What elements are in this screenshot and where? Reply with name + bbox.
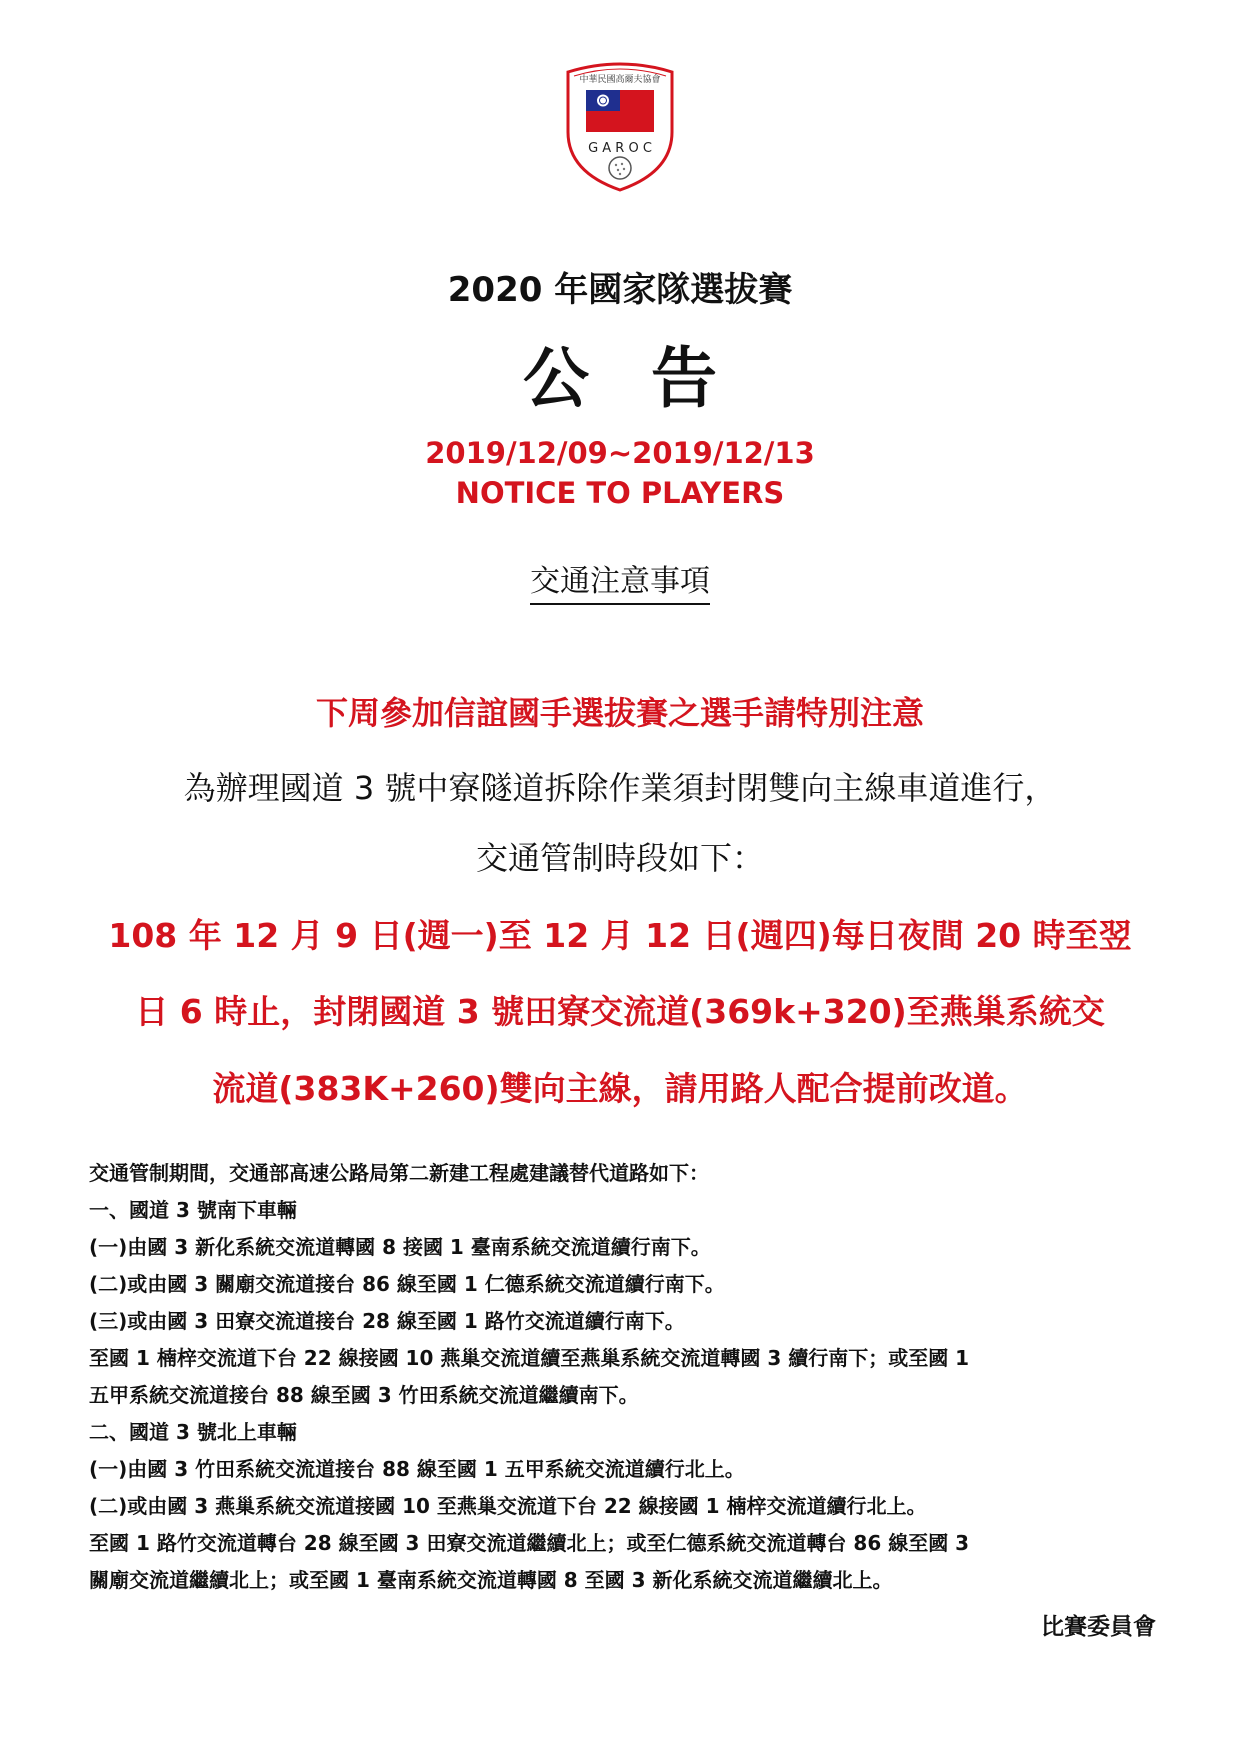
alt-line: 二、國道 3 號北上車輛 — [89, 1420, 297, 1444]
warning-line: 下周參加信誼國手選拔賽之選手請特別注意 — [315, 694, 924, 732]
alt-line: 關廟交流道繼續北上；或至國 1 臺南系統交流道轉國 8 至國 3 新化系統交流道繼續北上。 — [89, 1568, 893, 1592]
alt-line: 五甲系統交流道接台 88 線至國 3 竹田系統交流道繼續南下。 — [89, 1383, 639, 1407]
notice-to-players: NOTICE TO PLAYERS — [455, 476, 785, 510]
alternative-routes — [89, 1155, 1159, 1599]
signature: 比賽委員會 — [1041, 1614, 1156, 1640]
description-line-2: 交通管制時段如下： — [475, 839, 764, 877]
svg-text:G A R O C: G A R O C — [588, 141, 652, 156]
alt-line: (二)或由國 3 關廟交流道接台 86 線至國 1 仁德系統交流道續行南下。 — [89, 1272, 725, 1296]
alt-line: (一)由國 3 竹田系統交流道接台 88 線至國 1 五甲系統交流道續行北上。 — [89, 1457, 745, 1481]
alt-line: 交通管制期間，交通部高速公路局第二新建工程處建議替代道路如下： — [89, 1161, 709, 1185]
garoc-logo — [560, 62, 680, 194]
topic-heading-text: 交通注意事項 — [530, 564, 710, 605]
topic-heading — [0, 556, 1240, 600]
svg-text:中華民國高爾夫協會: 中華民國高爾夫協會 — [579, 75, 661, 85]
alt-line: (三)或由國 3 田寮交流道接台 28 線至國 1 路竹交流道續行南下。 — [89, 1309, 685, 1333]
alt-line: (二)或由國 3 燕巢系統交流道接國 10 至燕巢交流道下台 22 線接國 1 楠梓交流道續行北上。 — [89, 1494, 927, 1518]
description-line-1: 為辦理國道 3 號中寮隧道拆除作業須封閉雙向主線車道進行， — [183, 769, 1057, 807]
alt-line: (一)由國 3 新化系統交流道轉國 8 接國 1 臺南系統交流道續行南下。 — [89, 1235, 711, 1259]
closure-period-line-3: 流道(383K+260)雙向主線，請用路人配合提前改道。 — [212, 1069, 1028, 1108]
page-title: 2020 年國家隊選拔賽 — [447, 270, 793, 310]
alt-line: 一、國道 3 號南下車輛 — [89, 1198, 297, 1222]
event-dates: 2019/12/09~2019/12/13 — [425, 436, 815, 470]
notice-heading: 公告 — [523, 340, 779, 417]
alt-line: 至國 1 路竹交流道轉台 28 線至國 3 田寮交流道繼續北上；或至仁德系統交流道轉台 86 線至國 3 — [89, 1531, 970, 1555]
closure-period-line-2: 日 6 時止，封閉國道 3 號田寮交流道(369k+320)至燕巢系統交 — [135, 992, 1105, 1031]
garoc-shield-icon — [560, 62, 680, 194]
alt-line: 至國 1 楠梓交流道下台 22 線接國 10 燕巢交流道續至燕巢系統交流道轉國 3 續行南下；或至國 1 — [89, 1346, 970, 1370]
closure-period-line-1: 108 年 12 月 9 日(週一)至 12 月 12 日(週四)每日夜間 20 時至翌 — [108, 916, 1132, 955]
